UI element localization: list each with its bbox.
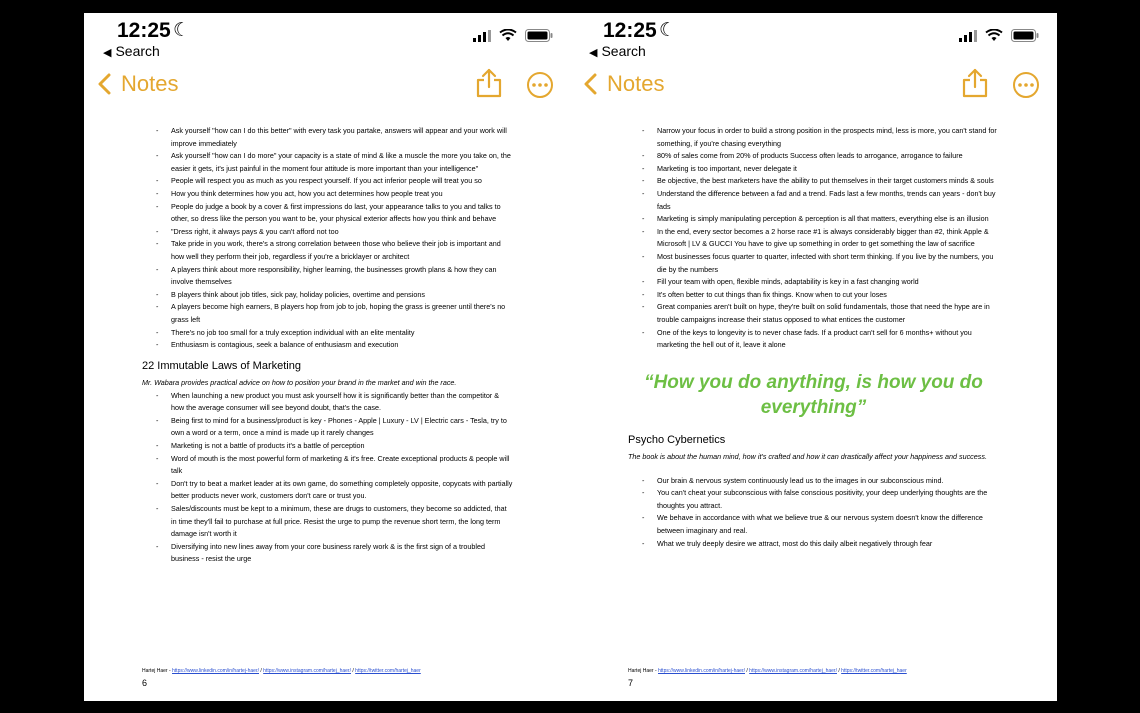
notes-nav-bar: [570, 69, 1057, 103]
back-to-search-button[interactable]: [589, 43, 646, 59]
list-item: - Sales/discounts must be kept to a minimum, these are drugs to customers, they become so addicted, that in time they'll fail to purchase at full price. Resist the urge to pump the revenue short term, the long term damage isn't worth it: [142, 503, 513, 541]
battery-icon: [1011, 29, 1039, 42]
list-item: - 80% of sales come from 20% of products Success often leads to arrogance, arrogance to failure: [628, 150, 999, 163]
twitter-link[interactable]: https://twitter.com/hartej_haer: [355, 668, 421, 674]
list-item: - You can't cheat your subconscious with false conscious positivity, your deep underlying thoughts are the thoughts you attract.: [628, 487, 999, 512]
status-bar: [570, 13, 1057, 69]
back-triangle-icon: ◀: [103, 47, 112, 59]
status-time: 12:25: [117, 19, 171, 42]
phone-screen-right: [570, 13, 1057, 701]
list-item: - Marketing is not a battle of products it's a battle of perception: [142, 440, 513, 453]
section-intro: Mr. Wabara provides practical advice on how to position your brand in the market and win the race.: [142, 377, 457, 387]
highlighted-quote: “How you do anything, is how you do everything”: [644, 371, 983, 418]
list-item: - Most businesses focus quarter to quarter, infected with short term thinking. If you live by the numbers, you die by the numbers: [628, 251, 999, 276]
list-item: - Ask yourself "how can I do this better" with every task you partake, answers will appear and your work will improve immediately: [142, 125, 513, 150]
footer-author: Hartej Haer -: [142, 668, 173, 674]
list-item: - "Dress right, it always pays & you can't afford not too: [142, 226, 513, 239]
section-heading: Psycho Cybernetics: [628, 433, 726, 446]
notes-nav-bar: [84, 69, 571, 103]
instagram-link[interactable]: https://www.instagram.com/hartej_haer/: [749, 668, 837, 674]
list-item: - Don't try to beat a market leader at its own game, do something completely opposite, copycats with partially better products never work, customers don't care or trust you.: [142, 478, 513, 503]
list-item: - In the end, every sector becomes a 2 horse race #1 is always considerably bigger than #2, think Apple & Microsoft | LV & GUCCI You have to give up something in order to get something the law of sacrifice: [628, 226, 999, 251]
signal-icon: [959, 30, 977, 42]
list-item: - Diversifying into new lines away from your core business rarely work & is the first sign of a troubled business - resist the urge: [142, 541, 513, 566]
list-item: - B players think about job titles, sick pay, holiday policies, overtime and pensions: [142, 289, 513, 302]
phone-screen-left: [84, 13, 571, 701]
list-item: - It's often better to cut things than fix things. Know when to cut your loses: [628, 289, 999, 302]
list-item: - Being first to mind for a business/product is key - Phones - Apple | Luxury - LV | Electric cars - Tesla, try to own a word or a term, once a mind is made up it rarely changes: [142, 415, 513, 440]
list-item: - Understand the difference between a fad and a trend. Fads last a few months, trends can years - don't buy fads: [628, 188, 999, 213]
list-item: - Marketing is simply manipulating perception & perception is all that matters, everything else is an illusion: [628, 213, 999, 226]
linkedin-link[interactable]: https://www.linkedin.com/in/hartej-haer/: [658, 668, 745, 674]
status-icons: [959, 29, 1039, 42]
status-time: 12:25: [603, 19, 657, 42]
notes-back-button[interactable]: [98, 71, 178, 97]
list-item: - One of the keys to longevity is to never chase fads. If a product can't sell for 6 months+ without you marketing the hell out of it, leave it alone: [628, 327, 999, 352]
wifi-icon: [499, 29, 517, 42]
bullet-list: [628, 475, 999, 551]
list-item: - Enthusiasm is contagious, seek a balance of enthusiasm and execution: [142, 339, 513, 352]
back-search-label: Search: [115, 43, 160, 59]
list-item: - There's no job too small for a truly exception individual with an elite mentality: [142, 327, 513, 340]
moon-icon: ☾: [173, 20, 191, 41]
page-number: 7: [628, 678, 634, 688]
bullet-list: [142, 125, 513, 352]
back-to-search-button[interactable]: [103, 43, 160, 59]
section-intro: The book is about the human mind, how it's crafted and how it can drastically affect your happiness and success.: [628, 451, 987, 461]
list-item: - Fill your team with open, flexible minds, adaptability is key in a fast changing world: [628, 276, 999, 289]
moon-icon: ☾: [659, 20, 677, 41]
page-footer: Hartej Haer - https://www.linkedin.com/in/hartej-haer/ / https://www.instagram.com/hartej_haer/ / https://twitter.com/hartej_haer: [142, 668, 421, 674]
instagram-link[interactable]: https://www.instagram.com/hartej_haer/: [263, 668, 351, 674]
linkedin-link[interactable]: https://www.linkedin.com/in/hartej-haer/: [172, 668, 259, 674]
list-item: - We behave in accordance with what we believe true & our nervous system doesn't know the difference between imaginary and real.: [628, 512, 999, 537]
list-item: - A players think about more responsibility, higher learning, the businesses growth plans & how they can involve themselves: [142, 264, 513, 289]
list-item: - Marketing is too important, never delegate it: [628, 163, 999, 176]
wifi-icon: [985, 29, 1003, 42]
list-item: - Narrow your focus in order to build a strong position in the prospects mind, less is more, you can't stand for something, if you're chasing everything: [628, 125, 999, 150]
share-icon[interactable]: [962, 68, 988, 98]
notes-back-label: Notes: [607, 71, 665, 96]
list-item: - What we truly deeply desire we attract, most do this daily albeit negatively through fear: [628, 538, 999, 551]
list-item: - Word of mouth is the most powerful form of marketing & it's free. Create exceptional products & people will talk: [142, 453, 513, 478]
share-icon[interactable]: [476, 68, 502, 98]
list-item: - Great companies aren't built on hype, they're built on solid fundamentals, those that need the hype are in trouble campaigns increase their status opposed to what entices the customer: [628, 301, 999, 326]
signal-icon: [473, 30, 491, 42]
twitter-link[interactable]: https://twitter.com/hartej_haer: [841, 668, 907, 674]
status-bar: [84, 13, 571, 69]
list-item: - How you think determines how you act, how you act determines how people treat you: [142, 188, 513, 201]
back-search-label: Search: [601, 43, 646, 59]
footer-author: Hartej Haer -: [628, 668, 659, 674]
page-number: 6: [142, 678, 148, 688]
document-page-7: [570, 125, 1057, 701]
chevron-left-icon: [584, 73, 597, 95]
list-item: - A players become high earners, B players hop from job to job, hoping the grass is greener until there's no grass left: [142, 301, 513, 326]
notes-back-button[interactable]: [584, 71, 664, 97]
list-item: - People will respect you as much as you respect yourself. If you act inferior people will treat you so: [142, 175, 513, 188]
bullet-list: [628, 125, 999, 352]
list-item: - Be objective, the best marketers have the ability to put themselves in their target customers minds & souls: [628, 175, 999, 188]
list-item: - Ask yourself "how can I do more" your capacity is a state of mind & like a muscle the more you take on, the easier it gets, it's just painful in the moment four attitude is more important than your intelligence": [142, 150, 513, 175]
battery-icon: [525, 29, 553, 42]
status-icons: [473, 29, 553, 42]
section-heading: 22 Immutable Laws of Marketing: [142, 359, 301, 372]
page-footer: Hartej Haer - https://www.linkedin.com/in/hartej-haer/ / https://www.instagram.com/hartej_haer/ / https://twitter.com/hartej_haer: [628, 668, 907, 674]
list-item: - When launching a new product you must ask yourself how it is significantly better than the competitor & how the average consumer will see beyond doubt, that's the case.: [142, 390, 513, 415]
list-item: - Our brain & nervous system continuously lead us to the images in our subconscious mind.: [628, 475, 999, 488]
list-item: - Take pride in you work, there's a strong correlation between those who believe their job is important and how well they perform their job, regardless if you're a bricklayer or architect: [142, 238, 513, 263]
bullet-list: [142, 390, 513, 566]
more-options-icon[interactable]: [526, 71, 554, 99]
back-triangle-icon: ◀: [589, 47, 598, 59]
notes-back-label: Notes: [121, 71, 179, 96]
document-page-6: [84, 125, 571, 701]
chevron-left-icon: [98, 73, 111, 95]
more-options-icon[interactable]: [1012, 71, 1040, 99]
list-item: - People do judge a book by a cover & first impressions do last, your appearance talks to you and talks to other, so dress like the person you want to be, your physical exterior affects how you think and behave: [142, 201, 513, 226]
